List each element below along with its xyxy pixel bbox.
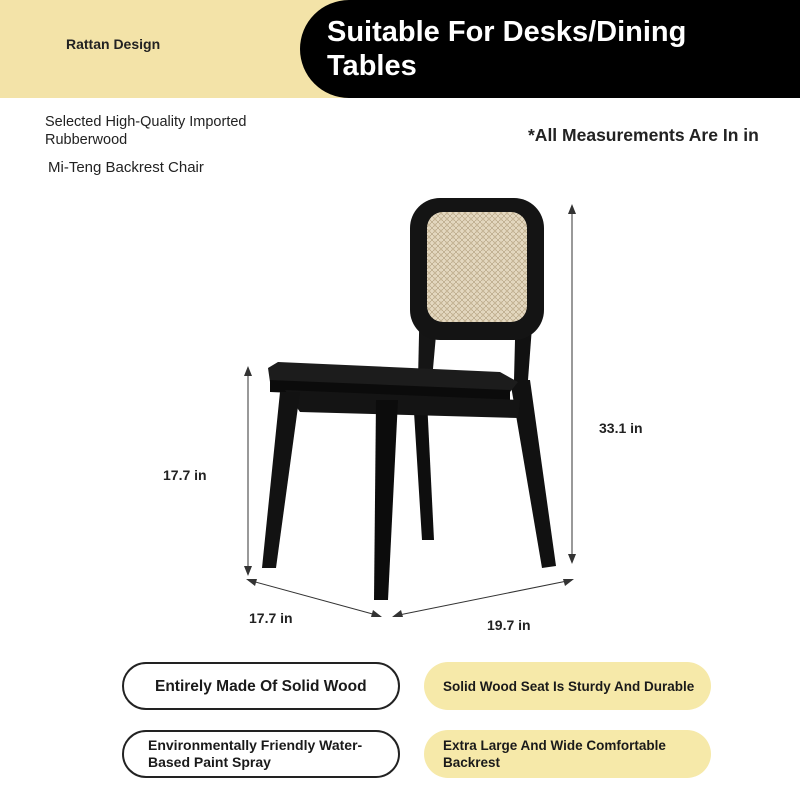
feature-badge [122, 662, 400, 710]
total-height-label: 33.1 in [599, 420, 643, 436]
depth-label: 17.7 in [249, 610, 293, 626]
feature-badge [424, 662, 711, 710]
feature-label: Environmentally Friendly Water-Based Paint Spray [148, 737, 363, 770]
arrow-head [244, 366, 252, 376]
brand-name: Rattan Design [66, 36, 161, 52]
feature-label: Entirely Made Of Solid Wood [155, 677, 367, 695]
arrow-head [568, 554, 576, 564]
chair-backrest-cane [427, 212, 527, 322]
chair-image [262, 198, 556, 600]
product-name: Mi-Teng Backrest Chair [48, 159, 204, 176]
chair-leg [262, 392, 300, 568]
arrow-head [568, 204, 576, 214]
arrow-head [563, 579, 574, 586]
arrow-head [246, 579, 257, 586]
feature-label: Solid Wood Seat Is Sturdy And Durable [443, 678, 695, 694]
feature-label: Extra Large And Wide Comfortable Backrest [443, 738, 666, 770]
measurement-note: *All Measurements Are In in [528, 125, 759, 145]
material-text: Selected High-Quality Imported Rubberwood [45, 114, 247, 148]
feature-badge [122, 730, 400, 778]
feature-badge [424, 730, 711, 778]
arrow-head [244, 566, 252, 576]
chair-leg [374, 400, 398, 600]
banner-title: Suitable For Desks/Dining Tables [327, 16, 687, 82]
arrow-head [371, 610, 382, 617]
seat-height-label: 17.7 in [163, 467, 207, 483]
arrow-head [392, 610, 403, 617]
width-line [394, 580, 572, 616]
width-label: 19.7 in [487, 617, 531, 633]
